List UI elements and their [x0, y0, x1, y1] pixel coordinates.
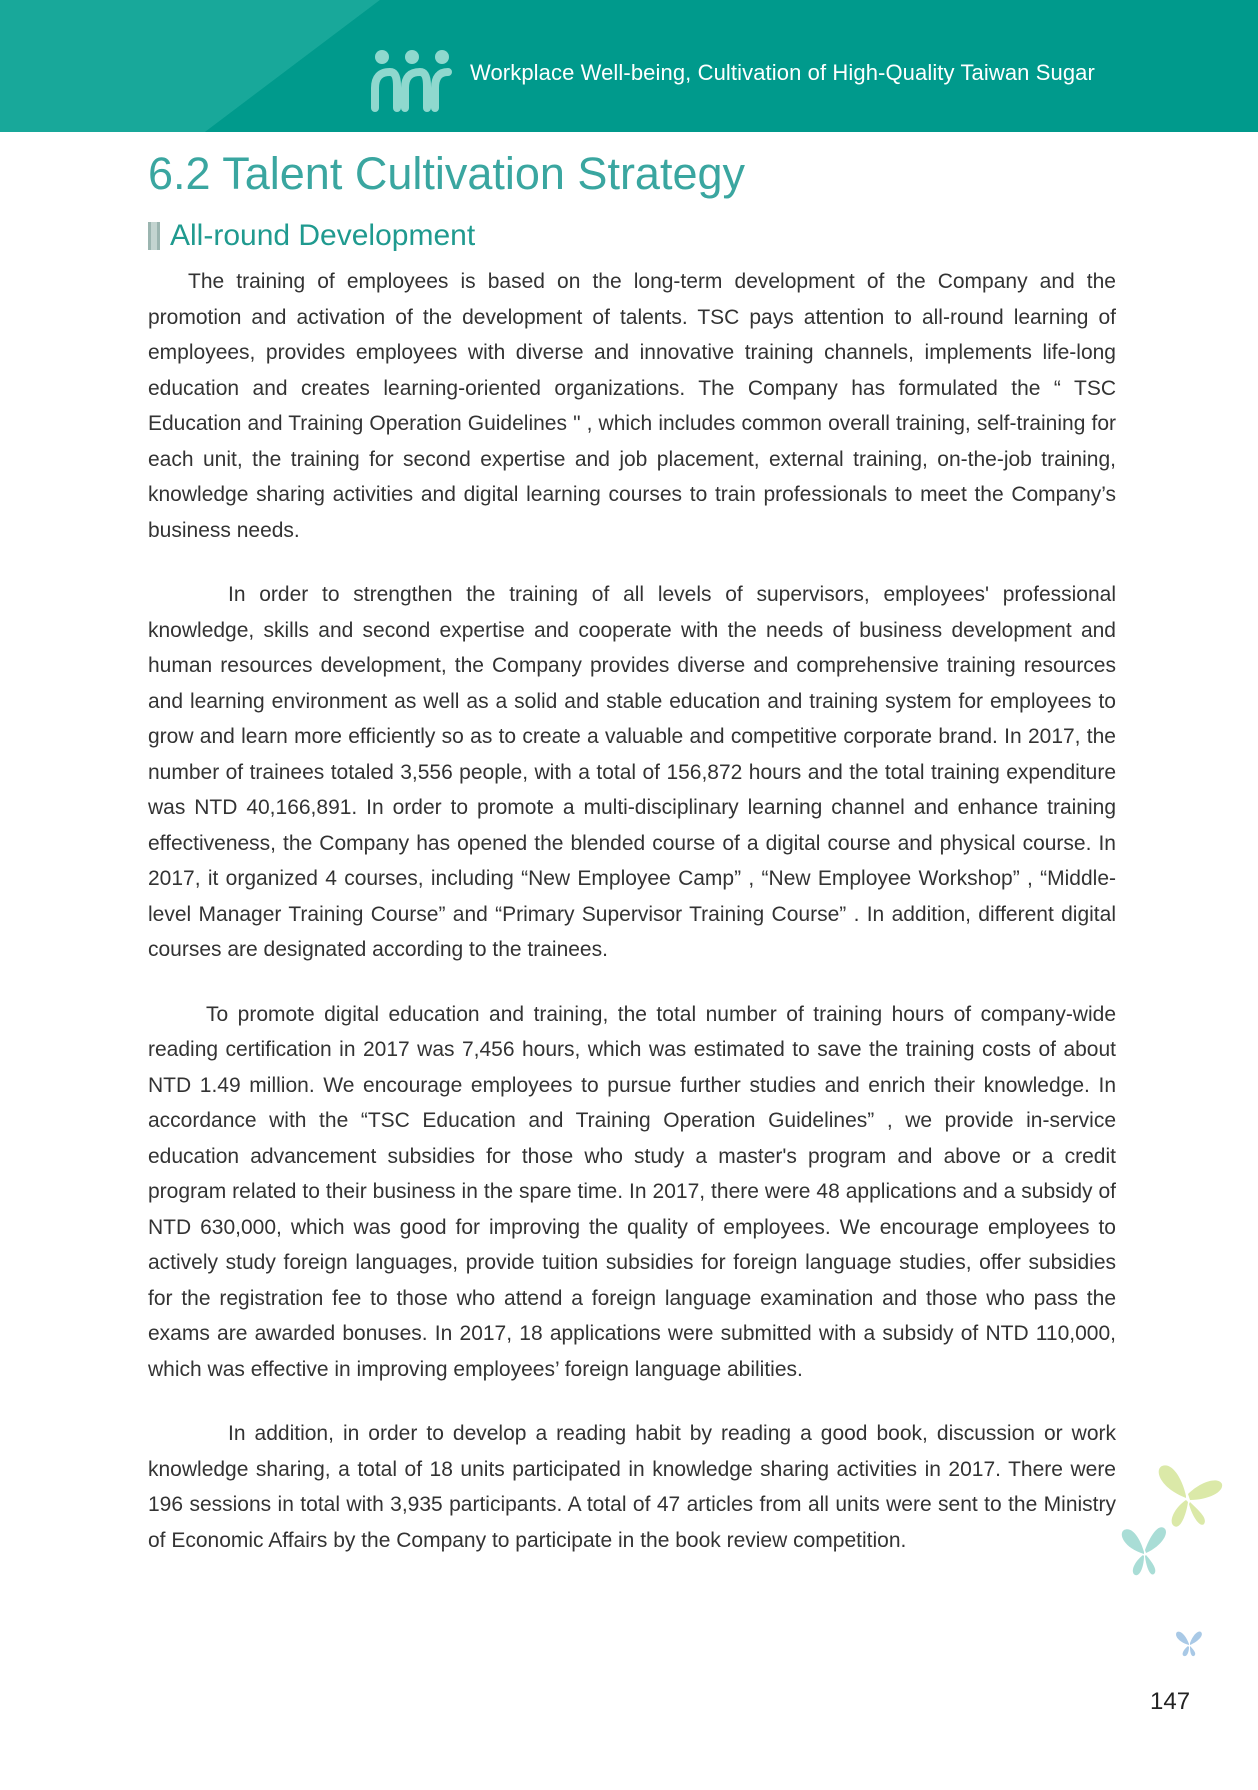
section-bar-icon	[148, 222, 160, 250]
body-text	[148, 264, 1116, 1587]
paragraph-1: The training of employees is based on the long-term development of the Company and the promotion and activation of the development of talents. TSC pays attention to all-round learning of employees, provides employees with diverse and innovative training channels, implements life-long education and creates learning-oriented organizations. The Company has formulated the “ TSC Education and Training Operation Guidelines " , which includes common overall training, self-training for each unit, the training for second expertise and job placement, external training, on-the-job training, knowledge sharing activities and digital learning courses to train professionals to meet the Company’s business needs.	[148, 270, 1116, 542]
header-band	[0, 0, 1258, 132]
butterfly-blue-icon	[1174, 1628, 1204, 1658]
section-heading	[148, 216, 475, 256]
paragraph-2: In order to strengthen the training of all levels of supervisors, employees' professional knowledge, skills and second expertise and cooperate with the needs of business development and human resources development, the Company provides diverse and comprehensive training resources and learning environment as well as a solid and stable education and training system for employees to grow and learn more efficiently so as to create a valuable and competitive corporate brand. In 2017, the number of trainees totaled 3,556 people, with a total of 156,872 hours and the total training expenditure was NTD 40,166,891. In order to promote a multi-disciplinary learning channel and enhance training effectiveness, the Company has opened the blended course of a digital course and physical course. In 2017, it organized 4 courses, including “New Employee Camp” , “New Employee Workshop” , “Middle-level Manager Training Course” and “Primary Supervisor Training Course” . In addition, different digital courses are designated according to the trainees.	[148, 583, 1116, 961]
page-number: 147	[1150, 1688, 1191, 1715]
butterfly-green-icon	[1152, 1460, 1224, 1530]
header-title: Workplace Well-being, Cultivation of High-Quality Taiwan Sugar	[470, 60, 1095, 85]
people-group-icon	[370, 46, 454, 112]
section-heading-label: All-round Development	[170, 219, 476, 252]
paragraph-4: In addition, in order to develop a reading habit by reading a good book, discussion or work knowledge sharing, a total of 18 units participated in knowledge sharing activities in 2017. There were 196 sessions in total with 3,935 participants. A total of 47 articles from all units were sent to the Ministry of Economic Affairs by the Company to participate in the book review competition.	[148, 1422, 1116, 1552]
paragraph-3: To promote digital education and training, the total number of training hours of company-wide reading certification in 2017 was 7,456 hours, which was estimated to save the training costs of about NTD 1.49 million. We encourage employees to pursue further studies and enrich their knowledge. In accordance with the “TSC Education and Training Operation Guidelines” , we provide in-service education advancement subsidies for those who study a master's program and above or a credit program related to their business in the spare time. In 2017, there were 48 applications and a subsidy of NTD 630,000, which was good for improving the quality of employees. We encourage employees to actively study foreign languages, provide tuition subsidies for foreign language studies, offer subsidies for the registration fee to those who attend a foreign language examination and those who pass the exams are awarded bonuses. In 2017, 18 applications were submitted with a subsidy of NTD 110,000, which was effective in improving employees’ foreign language abilities.	[148, 1002, 1116, 1381]
page-title: 6.2 Talent Cultivation Strategy	[148, 148, 746, 199]
butterfly-teal-icon	[1118, 1522, 1170, 1578]
